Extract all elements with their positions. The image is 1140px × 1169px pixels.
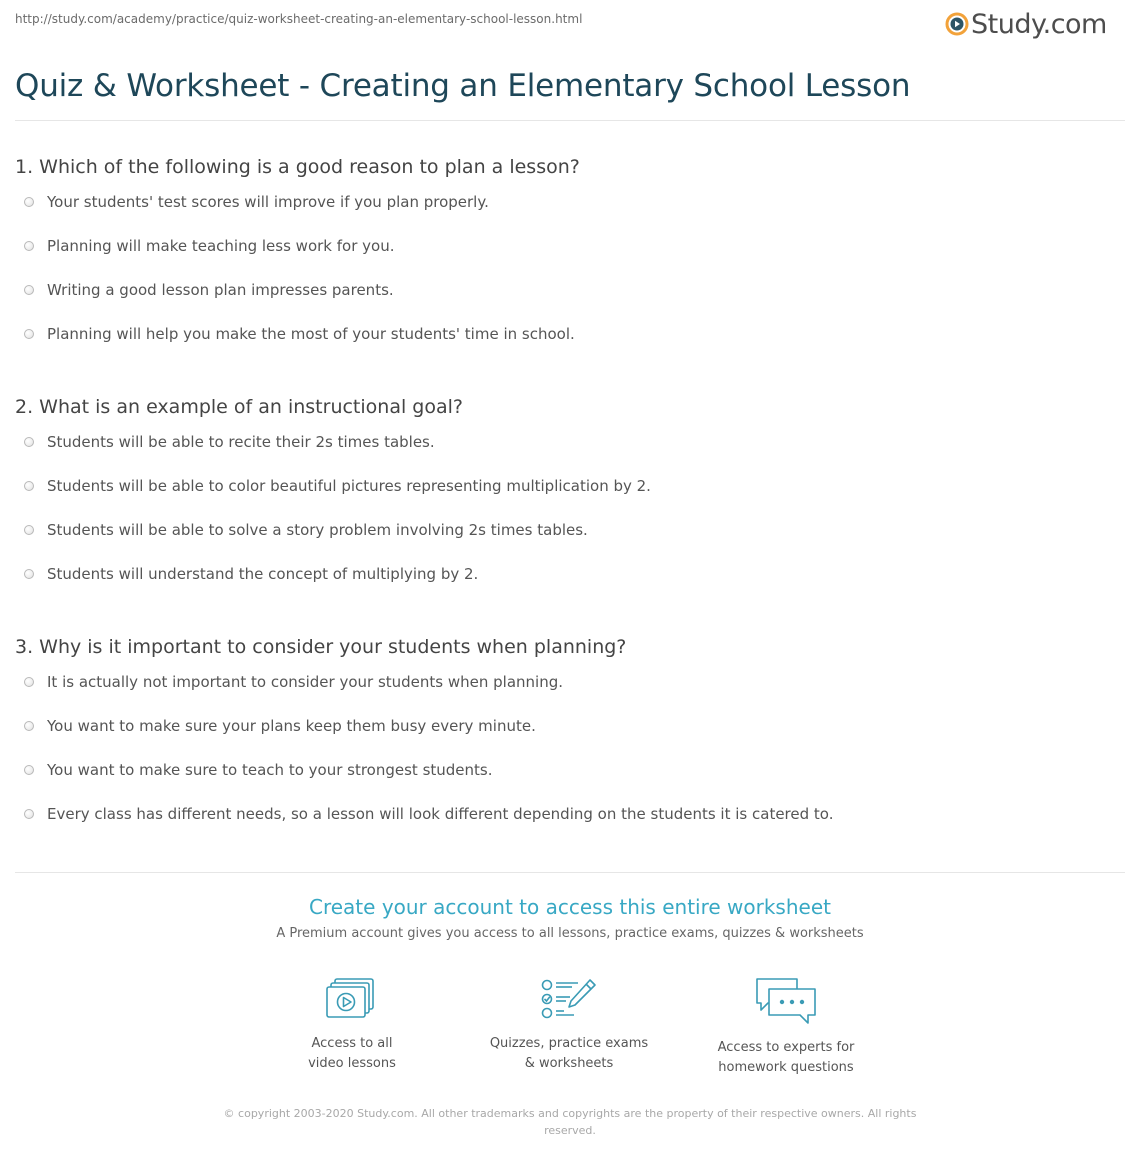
radio-button[interactable] — [24, 525, 34, 535]
chat-bubbles-icon — [754, 976, 818, 1026]
question-1 — [15, 154, 1125, 356]
radio-button[interactable] — [24, 569, 34, 579]
answer-option[interactable] — [15, 552, 1125, 596]
page-title: Quiz & Worksheet - Creating an Elementary School Lesson — [15, 68, 911, 104]
answer-label[interactable]: Your students' test scores will improve if you plan properly. — [47, 193, 489, 211]
answer-option[interactable] — [15, 704, 1125, 748]
answer-option[interactable] — [15, 224, 1125, 268]
answer-option[interactable] — [15, 268, 1125, 312]
answer-option[interactable] — [15, 180, 1125, 224]
answer-label[interactable]: You want to make sure your plans keep them busy every minute. — [47, 717, 536, 735]
radio-button[interactable] — [24, 809, 34, 819]
answer-options — [15, 180, 1125, 356]
feature-label-line2: video lessons — [308, 1056, 396, 1071]
radio-button[interactable] — [24, 677, 34, 687]
feature-video-lessons — [252, 976, 452, 1074]
top-bar — [0, 0, 1140, 52]
create-account-link[interactable]: Create your account to access this entire worksheet — [309, 895, 831, 919]
section-divider — [15, 872, 1125, 873]
radio-button[interactable] — [24, 241, 34, 251]
answer-option[interactable] — [15, 420, 1125, 464]
answer-label[interactable]: Students will be able to solve a story problem involving 2s times tables. — [47, 521, 588, 539]
question-text: 2. What is an example of an instructional goal? — [15, 396, 463, 418]
answer-label[interactable]: Planning will help you make the most of your students' time in school. — [47, 325, 575, 343]
answer-label[interactable]: Writing a good lesson plan impresses parents. — [47, 281, 394, 299]
radio-button[interactable] — [24, 197, 34, 207]
cta-subtitle: A Premium account gives you access to all lessons, practice exams, quizzes & worksheets — [276, 926, 864, 941]
question-text: 1. Which of the following is a good reason to plan a lesson? — [15, 156, 580, 178]
radio-button[interactable] — [24, 721, 34, 731]
feature-label-line1: Access to experts for — [717, 1040, 855, 1055]
radio-button[interactable] — [24, 437, 34, 447]
question-3 — [15, 634, 1125, 836]
answer-option[interactable] — [15, 792, 1125, 836]
answer-label[interactable]: Every class has different needs, so a lesson will look different depending on the students it is catered to. — [47, 805, 834, 823]
copyright-line2: reserved. — [544, 1124, 596, 1137]
feature-quizzes — [469, 976, 669, 1074]
radio-button[interactable] — [24, 481, 34, 491]
answer-label[interactable]: It is actually not important to consider your students when planning. — [47, 673, 564, 691]
radio-button[interactable] — [24, 285, 34, 295]
answer-option[interactable] — [15, 660, 1125, 704]
play-circle-icon — [945, 12, 969, 36]
answer-option[interactable] — [15, 464, 1125, 508]
radio-button[interactable] — [24, 329, 34, 339]
feature-label-line2: & worksheets — [524, 1056, 614, 1071]
page-url: http://study.com/academy/practice/quiz-worksheet-creating-an-elementary-school-lesson.html — [15, 12, 583, 26]
study-logo[interactable] — [945, 6, 1107, 42]
answer-option[interactable] — [15, 748, 1125, 792]
feature-label-line1: Quizzes, practice exams — [489, 1036, 649, 1051]
question-2 — [15, 394, 1125, 596]
answer-label[interactable]: You want to make sure to teach to your strongest students. — [47, 761, 493, 779]
answer-label[interactable]: Students will be able to recite their 2s times tables. — [47, 433, 435, 451]
radio-button[interactable] — [24, 765, 34, 775]
feature-label-line2: homework questions — [718, 1060, 854, 1075]
copyright-notice — [210, 1105, 930, 1139]
answer-label[interactable]: Students will understand the concept of multiplying by 2. — [47, 565, 479, 583]
logo-text: Study.com — [971, 8, 1107, 40]
answer-options — [15, 660, 1125, 836]
video-lessons-icon — [326, 976, 378, 1022]
quiz-checklist-icon — [540, 976, 598, 1022]
answer-options — [15, 420, 1125, 596]
answer-option[interactable] — [15, 508, 1125, 552]
question-text: 3. Why is it important to consider your students when planning? — [15, 636, 627, 658]
feature-label-line1: Access to all — [311, 1036, 393, 1051]
answer-label[interactable]: Planning will make teaching less work for you. — [47, 237, 395, 255]
copyright-line1: © copyright 2003-2020 Study.com. All other trademarks and copyrights are the property of their respective owners. All rights — [223, 1107, 917, 1120]
answer-label[interactable]: Students will be able to color beautiful pictures representing multiplication by 2. — [47, 477, 651, 495]
title-divider — [15, 120, 1125, 121]
feature-experts — [686, 976, 886, 1078]
answer-option[interactable] — [15, 312, 1125, 356]
